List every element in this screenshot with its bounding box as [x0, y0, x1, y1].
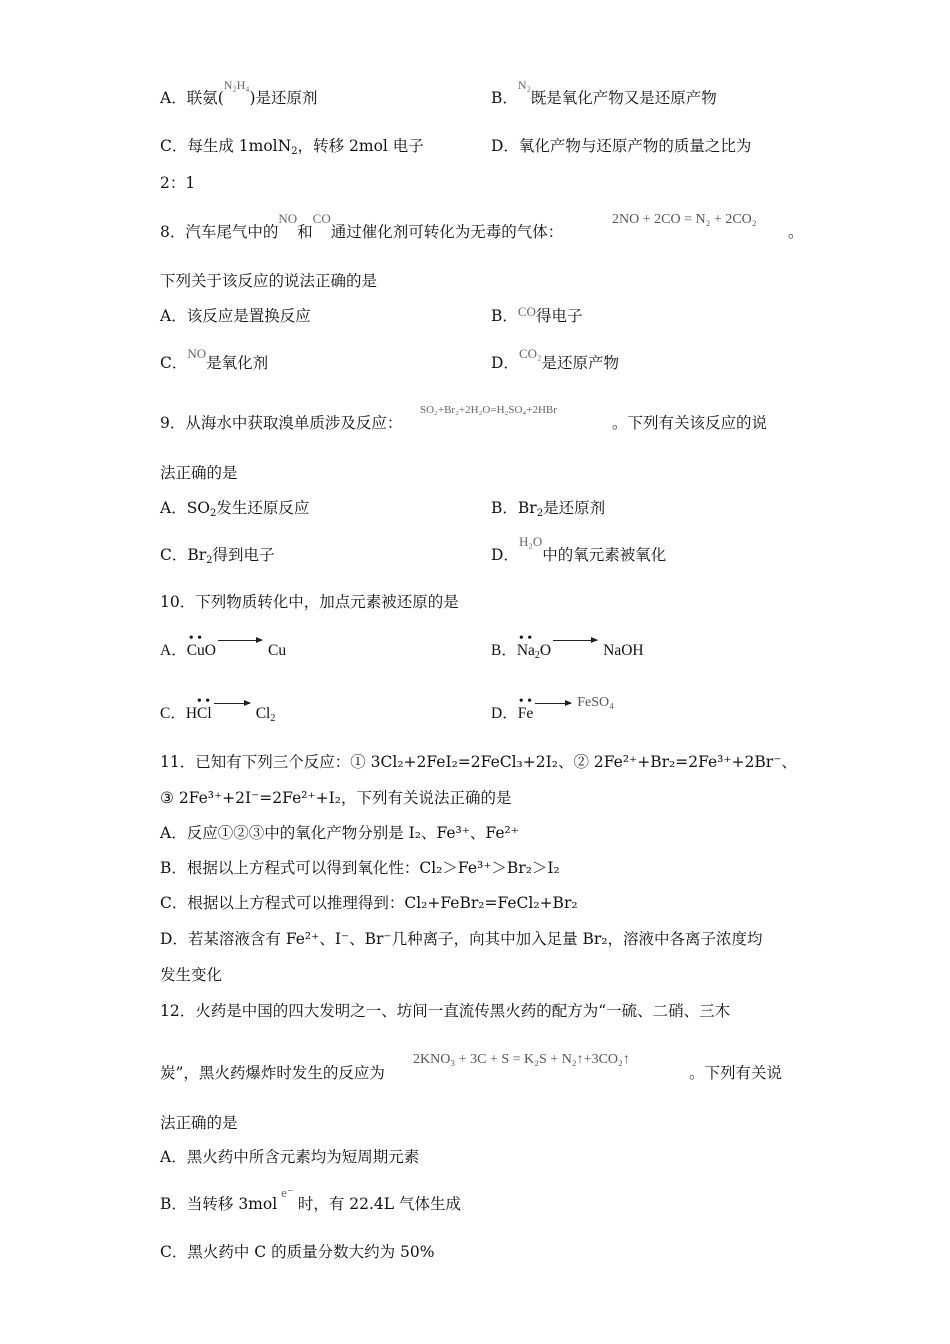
- q8-b-formula: CO: [517, 304, 536, 319]
- q10-d-label: D．: [491, 705, 518, 722]
- q7-option-d-continued: 2：1: [160, 174, 196, 192]
- q7-a-rest: )是还原剂: [249, 89, 318, 107]
- q8-option-a: A．该反应是置换反应: [160, 307, 311, 325]
- q10-option-d: [491, 694, 614, 725]
- q9-equation-text: SO₂+Br₂+2H₂O=H₂SO₄+2HBr: [420, 404, 557, 416]
- q9-stem: 9．从海水中获取溴单质涉及反应：: [160, 414, 403, 432]
- emphasis-dot-icon: • •: [196, 694, 211, 709]
- emphasis-dot-icon: • •: [188, 631, 203, 646]
- q9-stem-b: 。下列有关该反应的说: [612, 414, 768, 432]
- arrow-right-icon: [535, 703, 571, 704]
- q11-option-d-line-2: 发生变化: [160, 966, 223, 984]
- q9-c-rest: 得到电子: [212, 546, 275, 564]
- q7-option-d: [491, 136, 751, 156]
- q7-c-rest: ，转移 2mol 电子: [297, 137, 424, 155]
- q12-option-b: [160, 1185, 461, 1215]
- q12-option-c: C．黑火药中 C 的质量分数大约为 50%: [160, 1243, 435, 1261]
- q7-option-b: [491, 78, 717, 109]
- q7-d-text: D．氧化产物与还原产物的质量之比为: [491, 137, 752, 155]
- q8-stem-b: 通过催化剂可转化为无毒的气体：: [330, 223, 564, 241]
- q7-option-a: [160, 78, 318, 109]
- q11-stem-line-2: ③ 2Fe³⁺+2I⁻=2Fe²⁺+I₂，下列有关说法正确的是: [160, 789, 512, 807]
- q10-option-c: [160, 694, 276, 724]
- q10-option-b: [491, 631, 644, 661]
- q10-b-to: NaOH: [603, 642, 644, 659]
- q10-a-to: Cu: [268, 642, 287, 659]
- q12-stem-line-2a: 炭”，黑火药爆炸时发生的反应为: [160, 1064, 385, 1082]
- q8-d-formula: CO₂: [518, 346, 542, 361]
- q9-equation: [420, 398, 557, 420]
- q9-option-d: [491, 534, 667, 566]
- q12-stem-line-2b: 。下列有关说: [689, 1064, 783, 1082]
- q10-b-label: B．: [491, 642, 517, 659]
- q11-option-a: A．反应①②③中的氧化产物分别是 I₂、Fe³⁺、Fe²⁺: [160, 824, 519, 842]
- q12-stem-line-3: 法正确的是: [160, 1114, 238, 1132]
- q10-c-label: C．: [160, 705, 186, 722]
- q10-a-from-text: CuO: [186, 642, 216, 659]
- q8-equation: [612, 208, 757, 230]
- q12-b-pre: B．当转移 3mol: [160, 1195, 278, 1213]
- q10-d-to: FeSO₄: [577, 695, 614, 710]
- q8-option-d: [491, 346, 620, 374]
- q8-b-rest: 得电子: [535, 307, 583, 325]
- q7-b-rest: 既是氧化产物又是还原产物: [530, 89, 717, 107]
- q12-equation-text: 2KNO₃ + 3C + S = K₂S + N₂↑+3CO₂↑: [413, 1052, 630, 1067]
- q8-option-b: [491, 306, 582, 327]
- q9-option-a: [160, 498, 309, 518]
- q8-stem: [160, 211, 564, 243]
- q10-b-from-b: O: [539, 642, 552, 659]
- q9-stem-2: 法正确的是: [160, 464, 238, 482]
- q12-equation: [413, 1048, 630, 1070]
- q7-b-formula: N₂: [517, 78, 531, 92]
- q9-option-b: [491, 498, 605, 518]
- q9-d-rest: 中的氧元素被氧化: [542, 546, 667, 564]
- q9-c-sub: 2: [206, 555, 213, 566]
- q11-stem-line-1: 11．已知有下列三个反应：① 3Cl₂+2FeI₂=2FeCl₃+2I₂、② 2Fe²⁺+Br₂=2Fe³⁺+2Br⁻、: [160, 753, 797, 771]
- q9-b-pre: B．Br: [491, 499, 537, 517]
- q8-period: 。: [788, 223, 804, 241]
- q8-b-label: B．: [491, 307, 518, 325]
- emphasis-dot-icon: • •: [518, 631, 533, 646]
- q7-c-sub: 2: [291, 146, 298, 157]
- q8-co-formula: CO: [312, 211, 331, 226]
- q10-c-from: [185, 694, 212, 724]
- q8-d-rest: 是还原产物: [541, 354, 620, 372]
- q8-c-label: C．: [160, 354, 188, 372]
- q9-a-rest: 发生还原反应: [216, 499, 310, 517]
- arrow-right-icon: [553, 640, 597, 641]
- q11-option-b: B．根据以上方程式可以得到氧化性：Cl₂＞Fe³⁺＞Br₂＞I₂: [160, 859, 560, 877]
- q12-option-a: A．黑火药中所含元素均为短周期元素: [160, 1148, 420, 1166]
- q10-c-from-text: HCl: [185, 705, 212, 722]
- q8-option-c: [160, 346, 269, 374]
- q10-stem: 10．下列物质转化中，加点元素被还原的是: [160, 593, 459, 611]
- q10-d-from: [517, 694, 534, 724]
- q10-a-from: [186, 631, 216, 661]
- emphasis-dot-icon: • •: [518, 694, 533, 709]
- q7-b-label: B．: [491, 89, 518, 107]
- arrow-right-icon: [214, 703, 250, 704]
- q10-b-from: [516, 631, 552, 661]
- q10-b-from-a: Na: [516, 642, 535, 659]
- q9-a-pre: A．SO: [160, 499, 211, 517]
- q9-b-sub: 2: [536, 508, 544, 519]
- q10-option-a: [160, 631, 287, 661]
- q7-a-label: A．联氨(: [160, 89, 224, 107]
- q8-d-label: D．: [491, 354, 519, 372]
- q7-option-c: [160, 136, 424, 156]
- q8-no-formula: NO: [278, 211, 298, 226]
- q10-a-label: A．: [160, 642, 187, 659]
- q12-b-rest: 时，有 22.4L 气体生成: [297, 1195, 461, 1213]
- q10-c-to-sub: 2: [270, 713, 276, 724]
- q9-option-c: [160, 545, 275, 565]
- q8-stem-2: 下列关于该反应的说法正确的是: [160, 272, 378, 290]
- q11-option-d-line-1: D．若某溶液含有 Fe²⁺、I⁻、Br⁻几种离子，向其中加入足量 Br₂，溶液中各离子浓度均: [160, 930, 763, 948]
- q8-stem-a: 8．汽车尾气中的: [160, 223, 279, 241]
- q9-d-formula: H₂O: [518, 534, 543, 549]
- arrow-right-icon: [218, 640, 262, 641]
- q9-c-pre: C．Br: [160, 546, 207, 564]
- q10-c-to-a: Cl: [255, 705, 271, 722]
- q8-and: 和: [297, 223, 313, 241]
- q12-b-formula: e⁻: [281, 1185, 294, 1200]
- q10-b-from-sub: 2: [534, 650, 540, 661]
- q11-option-c: C．根据以上方程式可以推理得到：Cl₂+FeBr₂=FeCl₂+Br₂: [160, 894, 578, 912]
- q7-c-text: C．每生成 1molN: [160, 137, 292, 155]
- q9-a-sub: 2: [210, 508, 217, 519]
- q10-d-from-text: Fe: [517, 705, 534, 722]
- q8-equation-text: 2NO + 2CO = N₂ + 2CO₂: [612, 212, 757, 227]
- q9-b-rest: 是还原剂: [543, 499, 606, 517]
- q8-c-rest: 是氧化剂: [206, 354, 269, 372]
- q7-a-formula: N₂H₄: [223, 78, 250, 92]
- q9-d-label: D．: [491, 546, 519, 564]
- q12-stem-line-1: 12．火药是中国的四大发明之一、坊间一直流传黑火药的配方为“一硫、二硝、三木: [160, 1002, 731, 1020]
- q8-c-formula: NO: [187, 346, 207, 361]
